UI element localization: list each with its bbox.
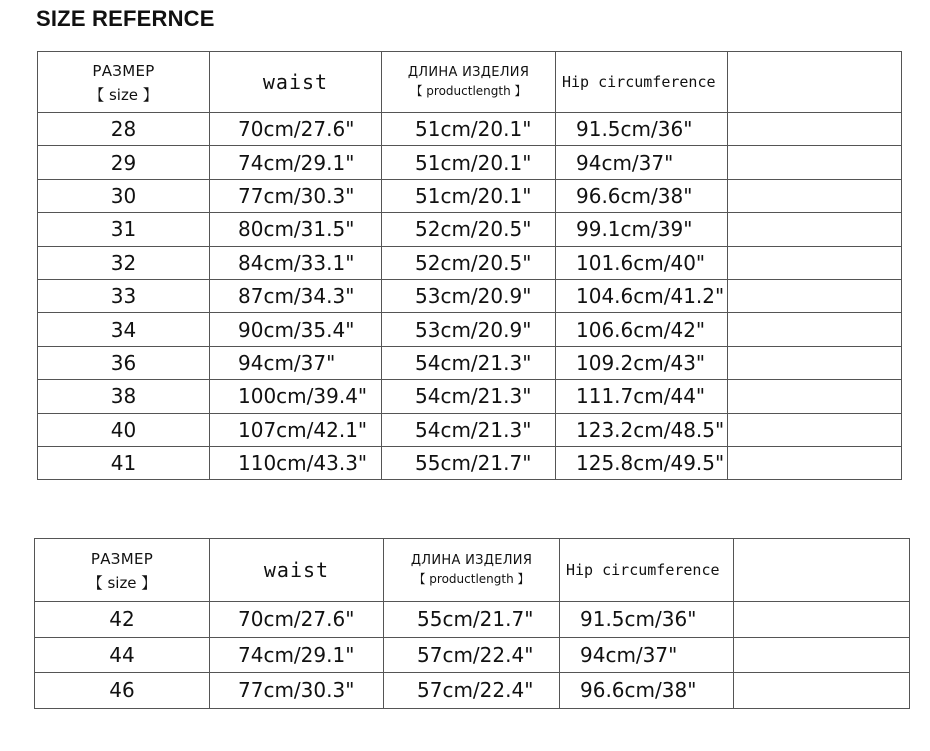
cell-size: 38 [38,380,210,413]
cell-extra [728,213,902,246]
header-size-ru: РАЗМЕР [92,61,155,80]
header-row [38,52,902,113]
cell-length: 55cm/21.7" [384,602,560,638]
cell-hip: 106.6cm/42" [556,313,728,346]
cell-length: 57cm/22.4" [384,673,560,709]
cell-waist: 77cm/30.3" [210,673,384,709]
cell-size: 46 [35,673,210,709]
table-row [38,446,902,479]
cell-size: 32 [38,246,210,279]
cell-extra [728,246,902,279]
cell-extra [728,279,902,312]
table-row [35,602,910,638]
cell-extra [728,413,902,446]
cell-size: 41 [38,446,210,479]
cell-waist: 100cm/39.4" [210,380,382,413]
cell-extra [728,446,902,479]
table-row [38,279,902,312]
cell-hip: 96.6cm/38" [560,673,734,709]
header-length-en: 【 productlength 】 [413,572,530,586]
cell-length: 51cm/20.1" [382,113,556,146]
cell-waist: 84cm/33.1" [210,246,382,279]
cell-hip: 101.6cm/40" [556,246,728,279]
header-size-en: 【 size 】 [89,85,158,104]
header-row [35,539,910,602]
cell-length: 51cm/20.1" [382,179,556,212]
cell-hip: 99.1cm/39" [556,213,728,246]
cell-size: 29 [38,146,210,179]
table-row [38,346,902,379]
cell-size: 28 [38,113,210,146]
header-length-ru: ДЛИНА ИЗДЕЛИЯ [407,65,530,80]
cell-waist: 70cm/27.6" [210,113,382,146]
header-hip: Hip circumference [556,52,728,113]
cell-length: 53cm/20.9" [382,313,556,346]
cell-length: 54cm/21.3" [382,380,556,413]
cell-waist: 87cm/34.3" [210,279,382,312]
header-size-ru: РАЗМЕР [90,549,154,568]
table-row [38,179,902,212]
cell-waist: 90cm/35.4" [210,313,382,346]
cell-size: 30 [38,179,210,212]
header-size-en: 【 size 】 [87,573,157,592]
cell-waist: 74cm/29.1" [210,637,384,673]
cell-hip: 111.7cm/44" [556,380,728,413]
table-row [38,146,902,179]
table-row [38,113,902,146]
cell-size: 36 [38,346,210,379]
table-row [35,673,910,709]
cell-length: 55cm/21.7" [382,446,556,479]
cell-hip: 96.6cm/38" [556,179,728,212]
cell-extra [728,313,902,346]
cell-length: 52cm/20.5" [382,246,556,279]
cell-extra [728,179,902,212]
header-waist: waist [210,539,384,602]
table-row [38,413,902,446]
cell-hip: 104.6cm/41.2" [556,279,728,312]
header-size [38,52,210,113]
cell-extra [728,346,902,379]
cell-waist: 74cm/29.1" [210,146,382,179]
header-hip: Hip circumference [560,539,734,602]
cell-extra [728,146,902,179]
cell-waist: 94cm/37" [210,346,382,379]
header-length-en: 【 productlength 】 [410,84,527,98]
header-extra [728,52,902,113]
cell-waist: 77cm/30.3" [210,179,382,212]
cell-hip: 91.5cm/36" [560,602,734,638]
table-row [38,313,902,346]
cell-hip: 109.2cm/43" [556,346,728,379]
cell-extra [728,380,902,413]
header-length [384,539,560,602]
cell-waist: 110cm/43.3" [210,446,382,479]
cell-waist: 107cm/42.1" [210,413,382,446]
cell-length: 51cm/20.1" [382,146,556,179]
cell-size: 34 [38,313,210,346]
size-table-1 [37,51,902,480]
cell-length: 52cm/20.5" [382,213,556,246]
cell-size: 33 [38,279,210,312]
cell-extra [734,602,910,638]
table-row [35,637,910,673]
cell-extra [734,673,910,709]
cell-length: 54cm/21.3" [382,413,556,446]
header-waist: waist [210,52,382,113]
table-row [38,213,902,246]
cell-hip: 94cm/37" [560,637,734,673]
cell-length: 53cm/20.9" [382,279,556,312]
cell-size: 31 [38,213,210,246]
header-length [382,52,556,113]
header-extra [734,539,910,602]
cell-length: 57cm/22.4" [384,637,560,673]
cell-size: 40 [38,413,210,446]
cell-size: 44 [35,637,210,673]
cell-size: 42 [35,602,210,638]
header-size [35,539,210,602]
header-length-ru: ДЛИНА ИЗДЕЛИЯ [410,553,533,568]
cell-extra [734,637,910,673]
page-title: SIZE REFERNCE [36,6,215,31]
table-row [38,380,902,413]
cell-hip: 94cm/37" [556,146,728,179]
size-table-2 [34,538,910,709]
cell-hip: 91.5cm/36" [556,113,728,146]
cell-hip: 123.2cm/48.5" [556,413,728,446]
cell-hip: 125.8cm/49.5" [556,446,728,479]
cell-waist: 80cm/31.5" [210,213,382,246]
table-row [38,246,902,279]
cell-waist: 70cm/27.6" [210,602,384,638]
cell-length: 54cm/21.3" [382,346,556,379]
cell-extra [728,113,902,146]
